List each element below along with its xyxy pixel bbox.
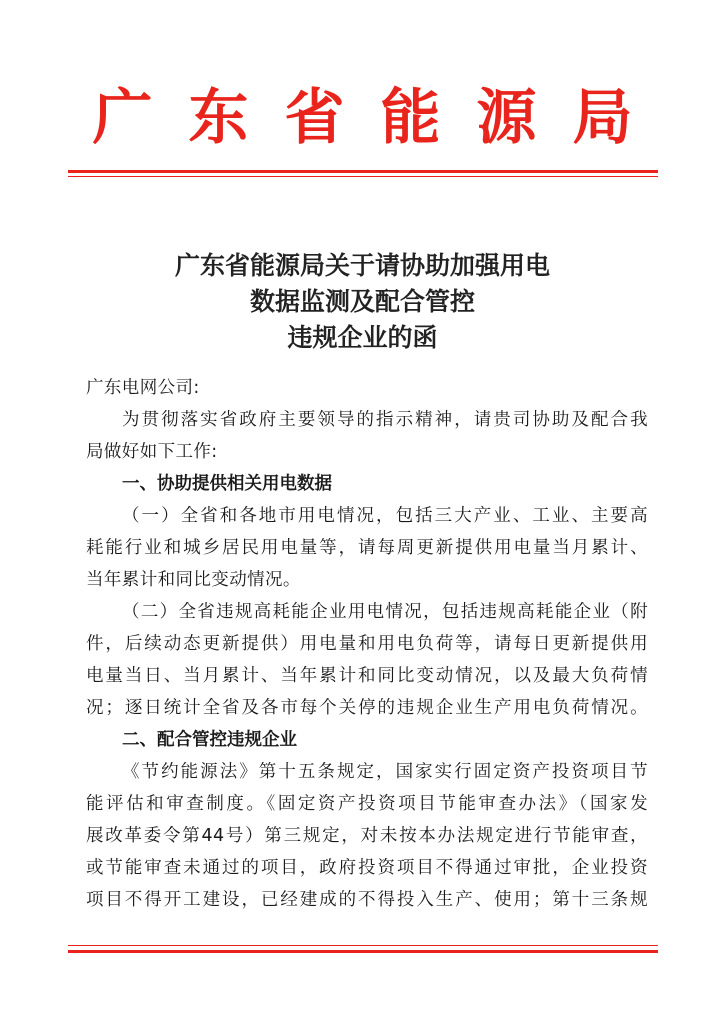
document-title-line-2: 数据监测及配合管控 (249, 287, 475, 316)
document-title-line-3: 违规企业的函 (287, 323, 438, 352)
body-line: 况；逐日统计全省及各市每个关停的违规企业生产用电负荷情况。 (86, 698, 648, 718)
body-line: 局做好如下工作: (86, 442, 218, 462)
body-line: 电量当日、当月累计、当年累计和同比变动情况，以及最大负荷情 (86, 666, 648, 686)
document-title-line-1: 广东省能源局关于请协助加强用电 (174, 251, 550, 280)
letterhead-rule-thin (68, 176, 658, 177)
body-line: （一）全省和各地市用电情况，包括三大产业、工业、主要高 (122, 506, 648, 526)
section-heading-1: 一、协助提供相关用电数据 (122, 474, 332, 494)
body-line: （二）全省违规高耗能企业用电情况，包括违规高耗能企业（附 (122, 602, 648, 622)
body-line: 耗能行业和城乡居民用电量等，请每周更新提供用电量当月累计、 (86, 538, 648, 558)
section-heading-2: 二、配合管控违规企业 (122, 730, 297, 750)
body-line: 项目不得开工建设，已经建成的不得投入生产、使用；第十三条规 (86, 890, 648, 910)
letterhead-rule-thick (68, 170, 658, 173)
body-line: 或节能审查未通过的项目，政府投资项目不得通过审批，企业投资 (86, 858, 648, 878)
footer-rule-thin (68, 945, 658, 946)
body-line: 展改革委令第44号）第三规定，对未按本办法规定进行节能审查， (86, 826, 648, 846)
salutation: 广东电网公司: (86, 378, 200, 398)
agency-letterhead: 广东省能源局 (92, 83, 669, 153)
body-line: 件，后续动态更新提供）用电量和用电负荷等，请每日更新提供用 (86, 634, 648, 654)
footer-rule-thick (68, 950, 658, 953)
body-line: 为贯彻落实省政府主要领导的指示精神，请贵司协助及配合我 (122, 410, 648, 430)
body-line: 《节约能源法》第十五条规定，国家实行固定资产投资项目节 (122, 762, 648, 782)
body-line: 当年累计和同比变动情况。 (86, 570, 301, 590)
body-line: 能评估和审查制度。《固定资产投资项目节能审查办法》（国家发 (86, 794, 648, 814)
